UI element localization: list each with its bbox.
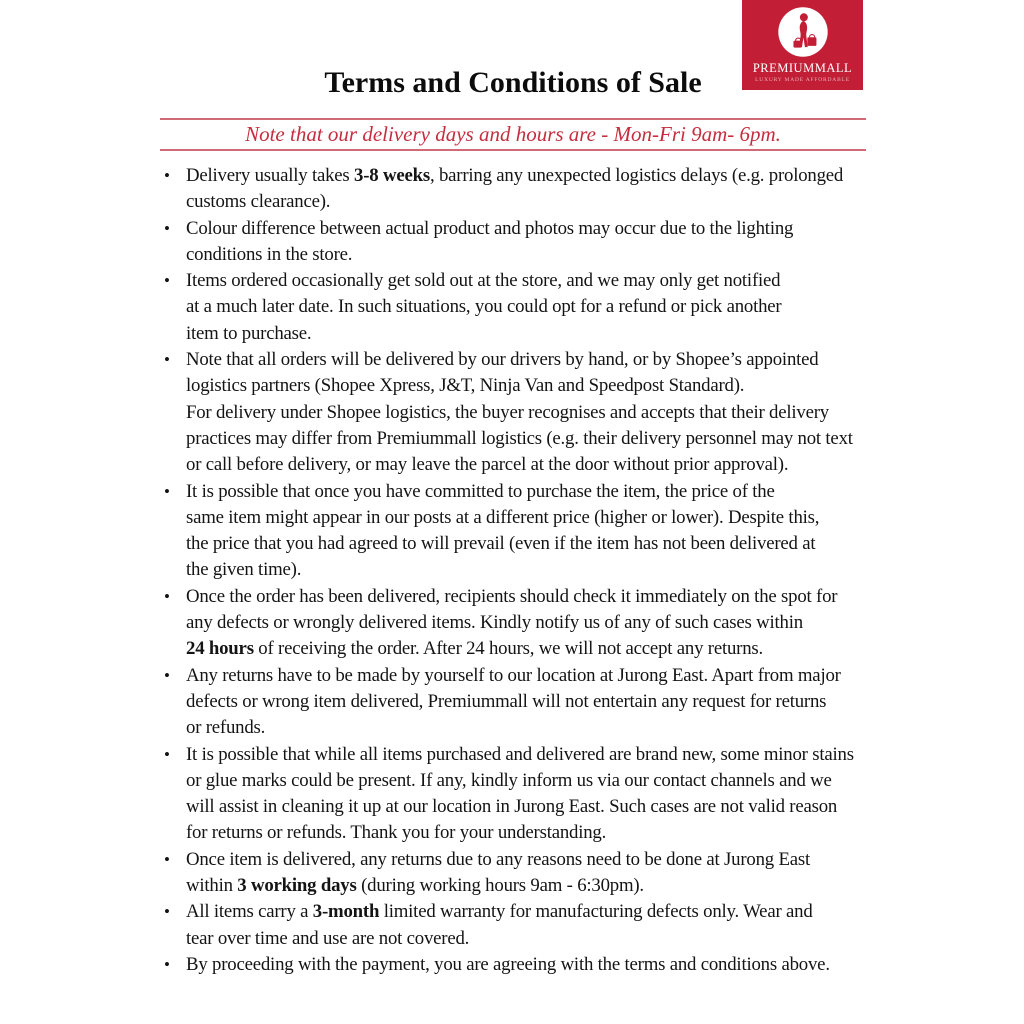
term-item (160, 663, 900, 742)
bullet-icon: • (164, 350, 170, 370)
bullet-icon: • (164, 665, 170, 685)
term-item (160, 163, 900, 216)
term-item-text: Items ordered occasionally get sold out at the store, and we may only get notified at a much later date. In such situations, you could opt for a refund or pick another item to purchase. (186, 270, 782, 344)
term-item (160, 584, 900, 663)
bullet-icon: • (164, 586, 170, 606)
term-item-text: Once item is delivered, any returns due to any reasons need to be done at Jurong East within 3 working days (during working hours 9am - 6:30pm). (186, 848, 810, 897)
term-item-text: By proceeding with the payment, you are agreeing with the terms and conditions above. (186, 953, 830, 975)
bullet-icon: • (164, 744, 170, 764)
term-item (160, 742, 900, 847)
logo-tagline: LUXURY MADE AFFORDABLE (755, 77, 850, 83)
page-title: Terms and Conditions of Sale (324, 66, 702, 99)
term-item (160, 952, 900, 978)
delivery-notice (160, 118, 866, 151)
term-item-text: Delivery usually takes 3-8 weeks, barring any unexpected logistics delays (e.g. prolonged customs clearance). (186, 165, 844, 213)
term-item-text: Any returns have to be made by yourself to our location at Jurong East. Apart from major defects or wrong item delivered, Premiummall will not entertain any request for returns or refunds. (186, 664, 841, 739)
term-item-text: Once the order has been delivered, recipients should check it immediately on the spot for any defects or wrongly delivered items. Kindly notify us of any of such cases within 24 hours of receiving the order. After 24 hours, we will not accept any returns. (186, 585, 838, 660)
bullet-icon: • (164, 849, 170, 869)
bullet-icon: • (164, 271, 170, 291)
bullet-icon: • (164, 166, 170, 185)
delivery-notice-text: Note that our delivery days and hours are - Mon-Fri 9am- 6pm. (245, 122, 781, 146)
term-item-text: It is possible that while all items purchased and delivered are brand new, some minor stains or glue marks could be present. If any, kindly inform us via our contact channels and we will assist in cleaning it up at our location in Jurong East. Such cases are not valid reason for returns or refunds. Thank you for your understanding. (186, 743, 854, 844)
bullet-icon: • (164, 218, 170, 238)
divider-bottom (160, 149, 866, 151)
term-item-text: It is possible that once you have committed to purchase the item, the price of the same item might appear in our posts at a different price (higher or lower). Despite this, the price that you had agreed to will prevail (even if the item has not been delivered at the given time). (186, 480, 820, 581)
term-item (160, 347, 900, 478)
term-item (160, 479, 900, 584)
term-item (160, 847, 900, 900)
logo-brand-name: PREMIUMMALL (752, 61, 853, 75)
bullet-icon: • (164, 481, 170, 501)
term-item-text: All items carry a 3-month limited warranty for manufacturing defects only. Wear and tear over time and use are not covered. (186, 901, 813, 949)
lady-with-shopping-bags-icon (777, 6, 829, 58)
term-item (160, 216, 900, 269)
terms-list (160, 163, 900, 978)
term-item-text: Note that all orders will be delivered by our drivers by hand, or by Shopee’s appointed logistics partners (Shopee Xpress, J&T, Ninja Van and Speedpost Standard). For delivery under Shopee logistics, the buyer recognises and accepts that their delivery practices may differ from Premiummall logistics (e.g. their delivery personnel may not text or call before delivery, or may leave the parcel at the door without prior approval). (186, 349, 853, 476)
term-item (160, 268, 900, 347)
term-item (160, 899, 900, 952)
bullet-icon: • (164, 902, 170, 922)
term-item-text: Colour difference between actual product and photos may occur due to the lighting conditions in the store. (186, 217, 794, 265)
bullet-icon: • (164, 954, 170, 974)
